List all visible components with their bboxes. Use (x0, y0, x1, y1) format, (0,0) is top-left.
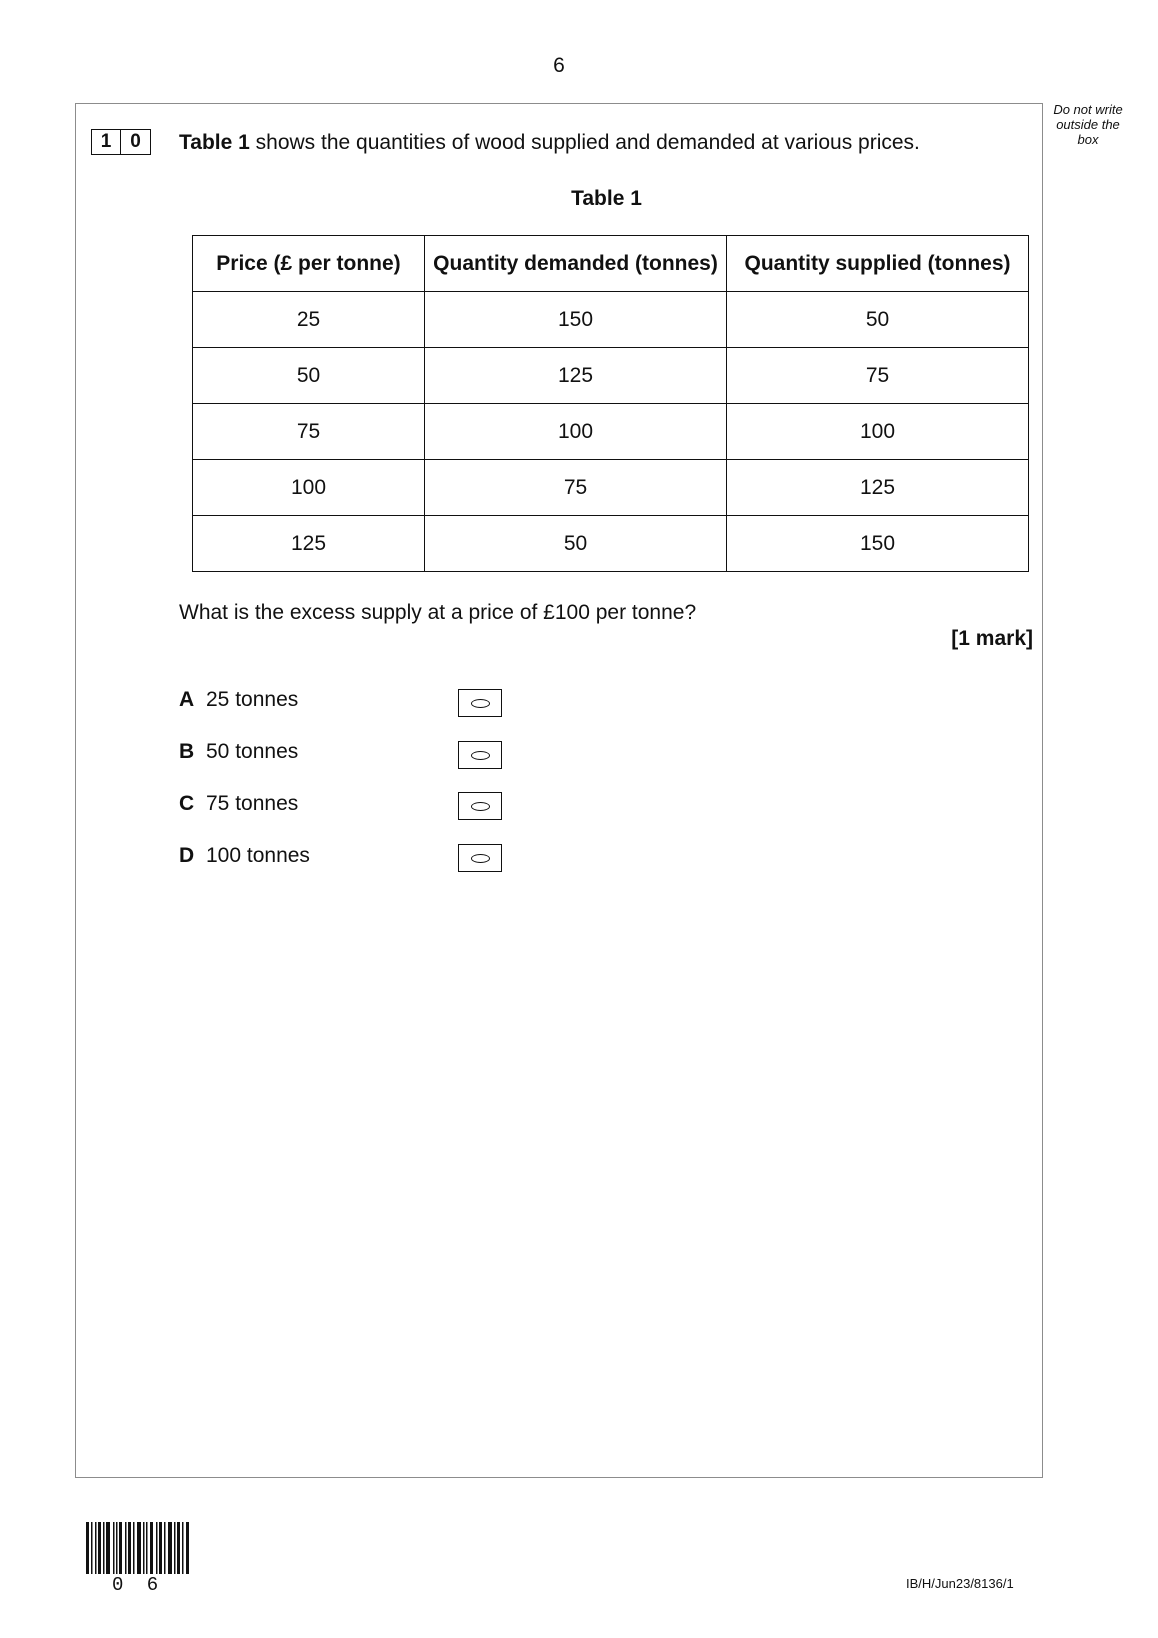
cell-demanded: 75 (425, 460, 727, 516)
cell-price: 75 (193, 404, 425, 460)
margin-note (1050, 102, 1126, 147)
cell-price: 125 (193, 516, 425, 572)
cell-price: 25 (193, 292, 425, 348)
cell-demanded: 125 (425, 348, 727, 404)
question-intro (179, 131, 920, 155)
question-number-box (91, 129, 151, 155)
question-prompt: What is the excess supply at a price of £100 per tonne? (179, 601, 697, 624)
intro-text: shows the quantities of wood supplied and demanded at various prices. (249, 131, 920, 154)
table-row (193, 292, 1029, 348)
cell-demanded: 100 (425, 404, 727, 460)
margin-note-line: box (1077, 132, 1099, 147)
question-number-digit: 0 (121, 129, 151, 155)
table-row (193, 404, 1029, 460)
option-text: 75 tonnes (206, 792, 299, 815)
barcode-digits: 0 6 (112, 1574, 165, 1596)
option-letter: A (179, 688, 195, 711)
header-quantity-demanded: Quantity demanded (tonnes) (425, 236, 727, 292)
paper-reference: IB/H/Jun23/8136/1 (906, 1576, 1014, 1591)
cell-price: 50 (193, 348, 425, 404)
lozenge-icon (471, 699, 490, 708)
option-text: 100 tonnes (206, 844, 310, 867)
option-letter: C (179, 792, 195, 815)
question-number-digit: 1 (91, 129, 121, 155)
option-d (179, 844, 310, 874)
cell-price: 100 (193, 460, 425, 516)
supply-demand-table (192, 235, 1029, 572)
cell-supplied: 100 (727, 404, 1029, 460)
option-a-lozenge[interactable] (458, 689, 502, 717)
cell-supplied: 150 (727, 516, 1029, 572)
cell-supplied: 125 (727, 460, 1029, 516)
option-letter: D (179, 844, 195, 867)
table-row (193, 348, 1029, 404)
option-d-lozenge[interactable] (458, 844, 502, 872)
cell-supplied: 75 (727, 348, 1029, 404)
table-row (193, 516, 1029, 572)
barcode-icon (86, 1522, 192, 1574)
page-number: 6 (553, 54, 565, 77)
option-a (179, 688, 298, 718)
table-row (193, 460, 1029, 516)
intro-table-ref: Table 1 (179, 131, 250, 154)
lozenge-icon (471, 751, 490, 760)
lozenge-icon (471, 802, 490, 811)
option-text: 50 tonnes (206, 740, 299, 763)
table-header-row (193, 236, 1029, 292)
lozenge-icon (471, 854, 490, 863)
option-c (179, 792, 298, 822)
option-b-lozenge[interactable] (458, 741, 502, 769)
margin-note-line: outside the (1056, 117, 1120, 132)
option-c-lozenge[interactable] (458, 792, 502, 820)
cell-demanded: 150 (425, 292, 727, 348)
option-text: 25 tonnes (206, 688, 299, 711)
header-quantity-supplied: Quantity supplied (tonnes) (727, 236, 1029, 292)
table-caption: Table 1 (571, 187, 642, 210)
margin-note-line: Do not write (1053, 102, 1123, 117)
marks-label: [1 mark] (951, 627, 1033, 650)
option-letter: B (179, 740, 195, 763)
option-b (179, 740, 298, 770)
cell-demanded: 50 (425, 516, 727, 572)
cell-supplied: 50 (727, 292, 1029, 348)
header-price: Price (£ per tonne) (193, 236, 425, 292)
